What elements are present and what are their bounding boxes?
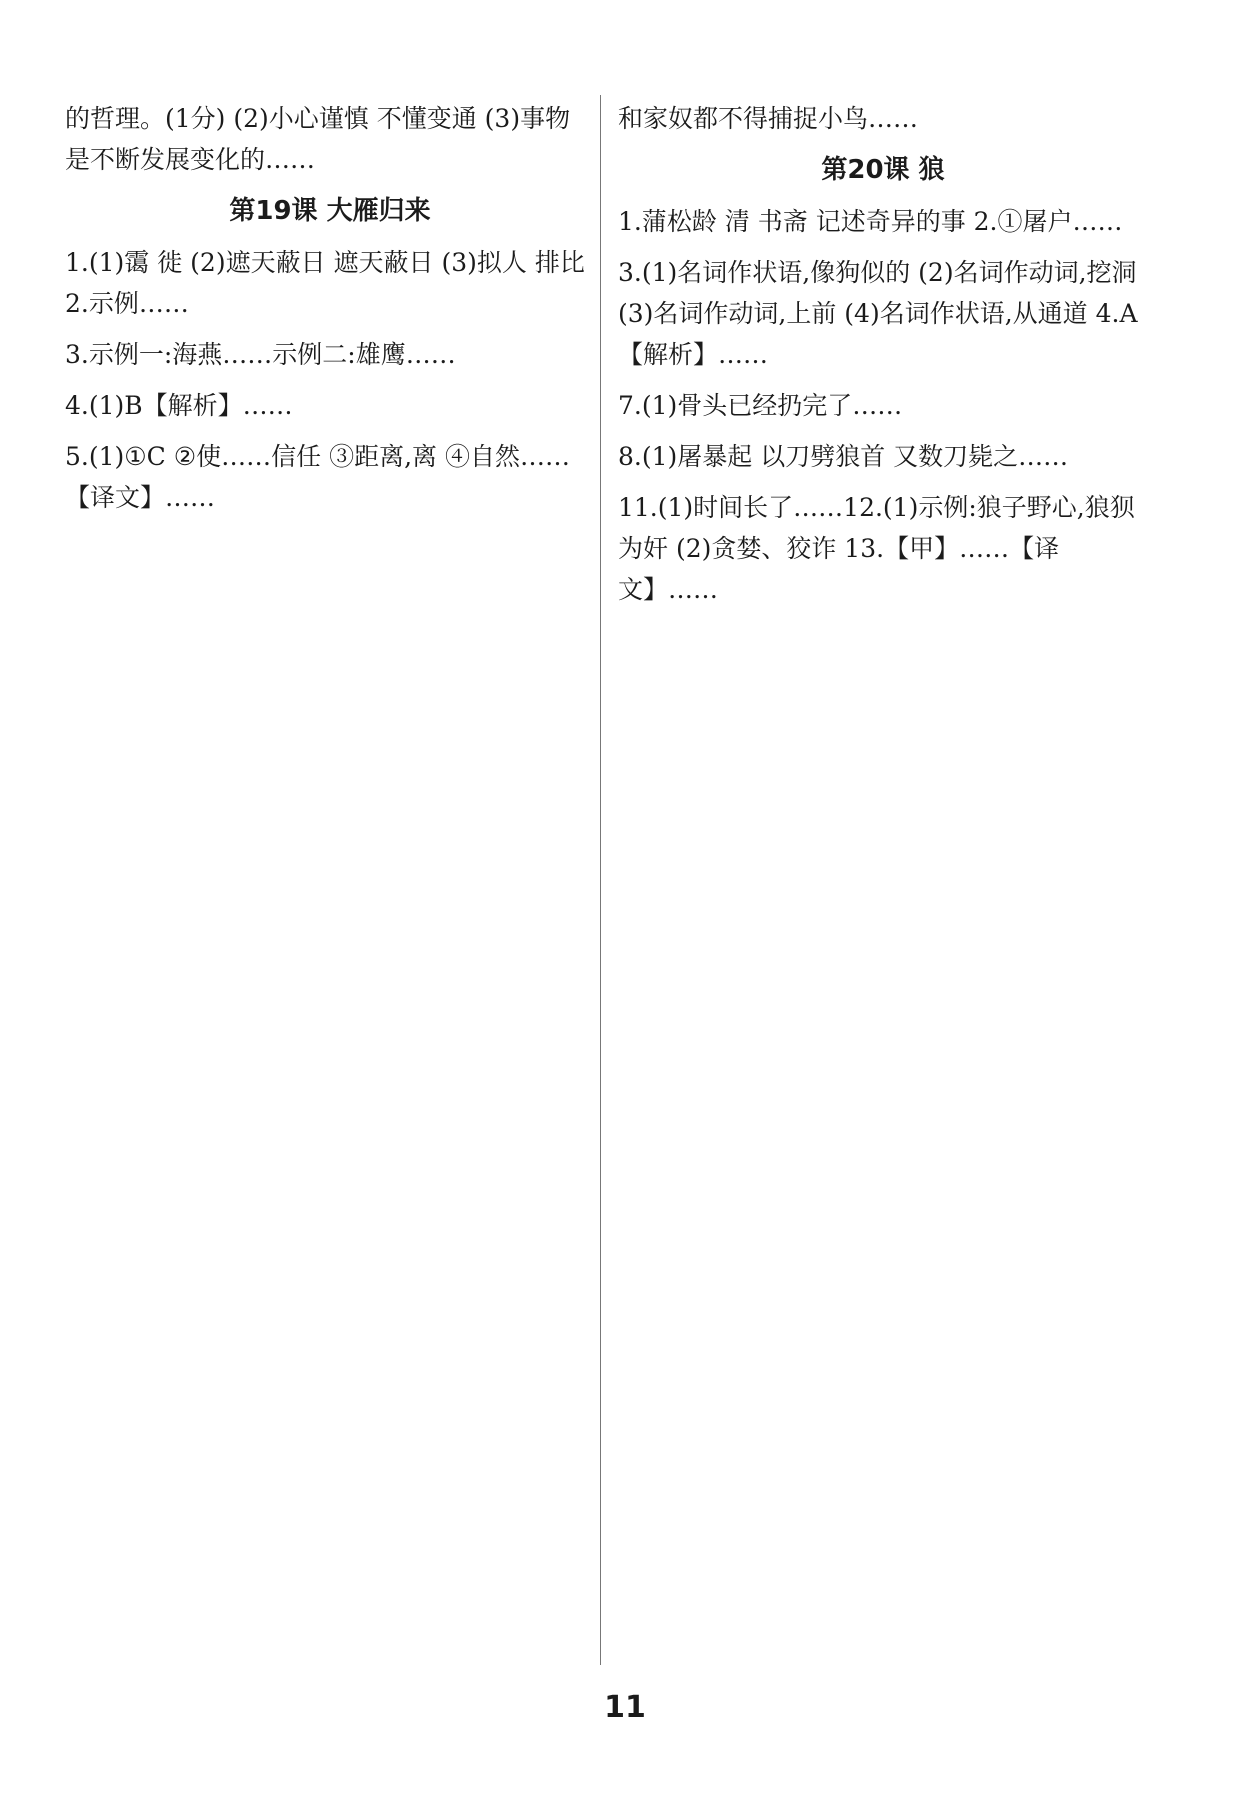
left-column xyxy=(65,98,595,1658)
left-paragraph-2: 1.(1)霭 徙 (2)遮天蔽日 遮天蔽日 (3)拟人 排比 2.示例…… xyxy=(65,248,585,318)
right-paragraph-2: 1.蒲松龄 清 书斋 记述奇异的事 2.①屠户…… xyxy=(618,207,1123,236)
page-number: 11 xyxy=(604,1690,646,1725)
left-paragraph-1: 的哲理。(1分) (2)小心谨慎 不懂变通 (3)事物是不断发展变化的…… xyxy=(65,104,571,174)
right-column xyxy=(618,98,1148,1658)
lesson-20-title: 第20课 狼 xyxy=(821,155,945,185)
left-paragraph-5: 5.(1)①C ②使……信任 ③距离,离 ④自然……【译文】…… xyxy=(65,442,571,512)
right-paragraph-3: 3.(1)名词作状语,像狗似的 (2)名词作动词,挖洞 (3)名词作动词,上前 (4)名词作状语,从通道 4.A【解析】…… xyxy=(618,258,1138,369)
right-paragraph-1: 和家奴都不得捕捉小鸟…… xyxy=(618,104,919,133)
right-paragraph-5: 8.(1)屠暴起 以刀劈狼首 又数刀毙之…… xyxy=(618,442,1069,471)
lesson-19-title: 第19课 大雁归来 xyxy=(229,196,431,226)
right-paragraph-4: 7.(1)骨头已经扔完了…… xyxy=(618,391,903,420)
left-paragraph-3: 3.示例一:海燕……示例二:雄鹰…… xyxy=(65,340,456,369)
left-paragraph-4: 4.(1)B【解析】…… xyxy=(65,391,293,420)
column-divider xyxy=(600,95,601,1665)
right-paragraph-6: 11.(1)时间长了……12.(1)示例:狼子野心,狼狈为奸 (2)贪婪、狡诈 13.【甲】……【译文】…… xyxy=(618,493,1135,604)
